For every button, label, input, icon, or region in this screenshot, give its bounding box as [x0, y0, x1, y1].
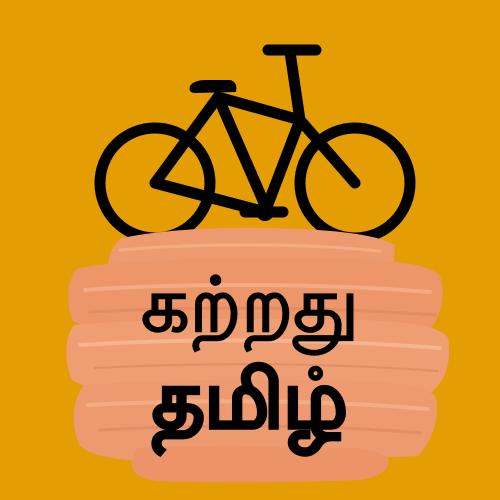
- logo-text-line2: தமிழ்: [152, 353, 348, 446]
- stem: [290, 52, 300, 120]
- bicycle-icon: [85, 36, 420, 241]
- saddle: [190, 80, 237, 93]
- chainring: [256, 203, 274, 221]
- logo-text-line1: கற்றது: [141, 260, 359, 349]
- paint-band-5: [132, 446, 389, 483]
